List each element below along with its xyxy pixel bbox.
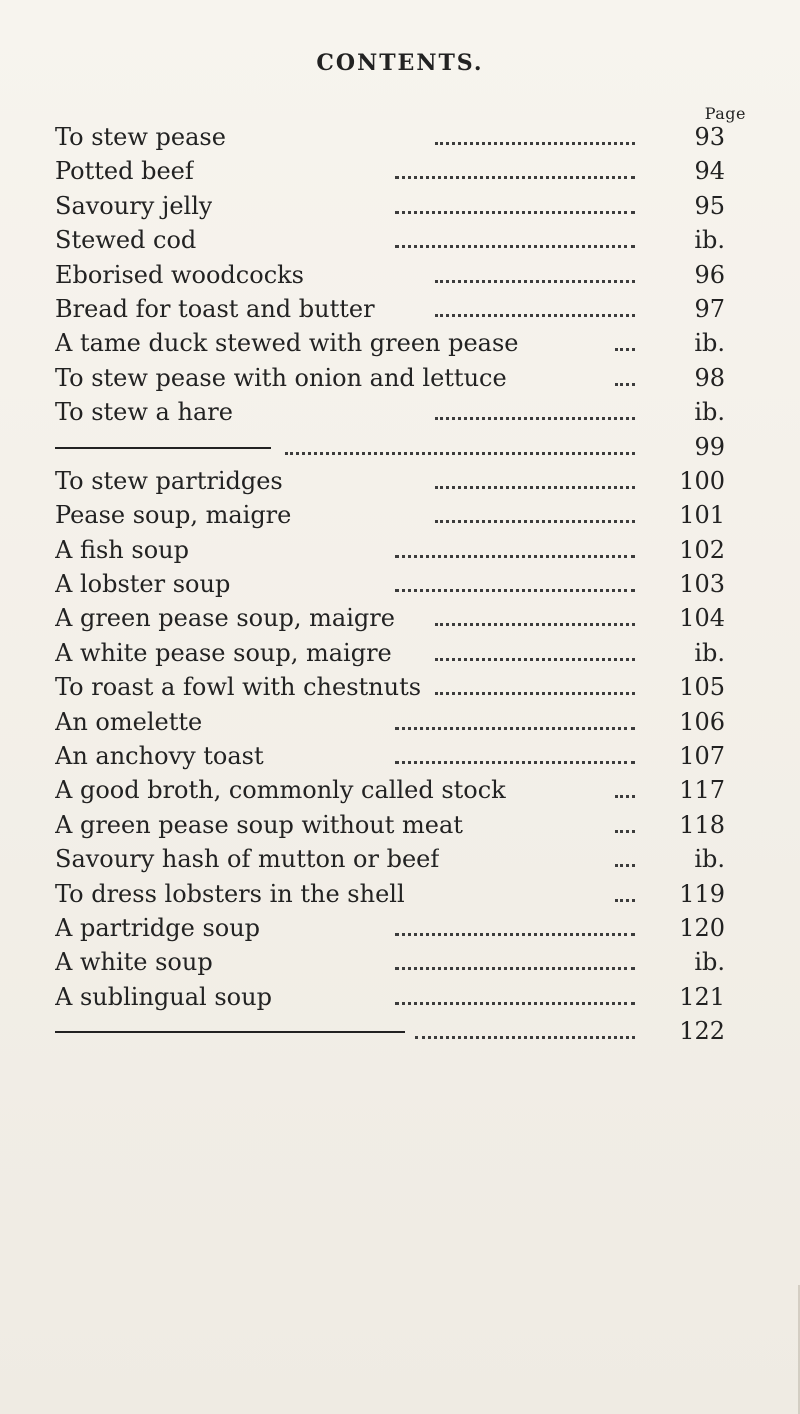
list-item [55,223,745,257]
leader-dots [615,361,635,395]
entry-title: A sublingual soup [55,982,272,1011]
entry-page: ib. [694,845,725,874]
entry-title: A green pease soup without meat [55,810,463,839]
entry-page: 122 [679,1017,725,1046]
entry-page: 96 [694,260,725,289]
continuation-dash [55,1031,405,1033]
list-item [55,326,745,360]
leader-dots [395,911,635,945]
entry-title: A white soup [55,948,213,977]
entry-page: 99 [694,432,725,461]
leader-dots [395,739,635,773]
entry-title: To dress lobsters in the shell [55,879,405,908]
entry-page: 95 [694,191,725,220]
entry-title: Potted beef [55,157,194,186]
leader-dots [395,567,635,601]
leader-dots [435,395,635,429]
leader-dots [435,258,635,292]
leader-dots [615,877,635,911]
entry-page: ib. [694,398,725,427]
leader-dots [615,808,635,842]
entry-page: 105 [679,673,725,702]
leader-dots [395,980,635,1014]
leader-dots [435,292,635,326]
leader-dots [395,189,635,223]
leader-dots [395,705,635,739]
list-item [55,533,745,567]
list-item [55,430,745,464]
entry-page: 97 [694,294,725,323]
entry-page: ib. [694,329,725,358]
list-item [55,877,745,911]
entry-title: A white pease soup, maigre [55,638,392,667]
list-item [55,258,745,292]
list-item [55,808,745,842]
list-item [55,945,745,979]
leader-dots [435,120,635,154]
list-item [55,670,745,704]
leader-dots [285,430,635,464]
leader-dots [395,223,635,257]
page-title: CONTENTS. [316,50,484,76]
list-item [55,464,745,498]
entry-title: To stew pease [55,123,226,151]
entry-title: Savoury hash of mutton or beef [55,845,440,874]
table-of-contents [55,120,745,1049]
entry-page: 117 [679,776,725,805]
entry-page: 106 [679,707,725,736]
entry-title: A fish soup [55,535,189,564]
list-item [55,361,745,395]
entry-title: To roast a fowl with chestnuts [55,673,422,702]
entry-page: 93 [694,123,725,151]
list-item [55,292,745,326]
leader-dots [395,154,635,188]
leader-dots [435,670,635,704]
list-item [55,154,745,188]
list-item [55,911,745,945]
entry-title: A good broth, commonly called stock [55,776,506,805]
entry-page: ib. [694,638,725,667]
entry-title: A green pease soup, maigre [55,604,395,633]
list-item [55,980,745,1014]
entry-page: 101 [679,501,725,530]
entry-page: 121 [679,982,725,1011]
page-column-label: Page [704,104,746,123]
leader-dots [435,601,635,635]
leader-dots [615,773,635,807]
list-item [55,189,745,223]
entry-page: 98 [694,363,725,392]
leader-dots [395,945,635,979]
entry-title: A lobster soup [55,570,231,599]
list-item [55,705,745,739]
list-item [55,773,745,807]
entry-title: Eborised woodcocks [55,260,304,289]
leader-dots [435,498,635,532]
entry-page: 118 [679,810,725,839]
entry-page: ib. [694,226,725,255]
entry-title: A tame duck stewed with green pease [55,329,519,358]
entry-title: Bread for toast and butter [55,294,375,323]
list-item [55,636,745,670]
entry-page: 104 [679,604,725,633]
entry-title: To stew partridges [55,466,283,495]
entry-title: Savoury jelly [55,191,213,220]
leader-dots [615,326,635,360]
entry-page: 107 [679,742,725,771]
entry-page: 119 [679,879,725,908]
entry-title: To stew pease with onion and lettuce [55,363,507,392]
entry-page: 102 [679,535,725,564]
entry-title: To stew a hare [55,398,233,427]
entry-title: An anchovy toast [55,742,264,771]
leader-dots [395,533,635,567]
list-item [55,739,745,773]
list-item [55,842,745,876]
entry-page: ib. [694,948,725,977]
entry-page: 100 [679,466,725,495]
list-item [55,1014,745,1048]
continuation-dash [55,447,271,449]
leader-dots [435,636,635,670]
list-item [55,567,745,601]
leader-dots [615,842,635,876]
entry-title: An omelette [55,707,203,736]
leader-dots [435,464,635,498]
entry-page: 120 [679,913,725,942]
entry-title: Stewed cod [55,226,197,255]
list-item [55,498,745,532]
entry-title: Pease soup, maigre [55,501,292,530]
list-item [55,601,745,635]
leader-dots [415,1014,635,1048]
entry-page: 103 [679,570,725,599]
entry-page: 94 [694,157,725,186]
entry-title: A partridge soup [55,913,261,942]
list-item [55,395,745,429]
list-item [55,120,745,154]
